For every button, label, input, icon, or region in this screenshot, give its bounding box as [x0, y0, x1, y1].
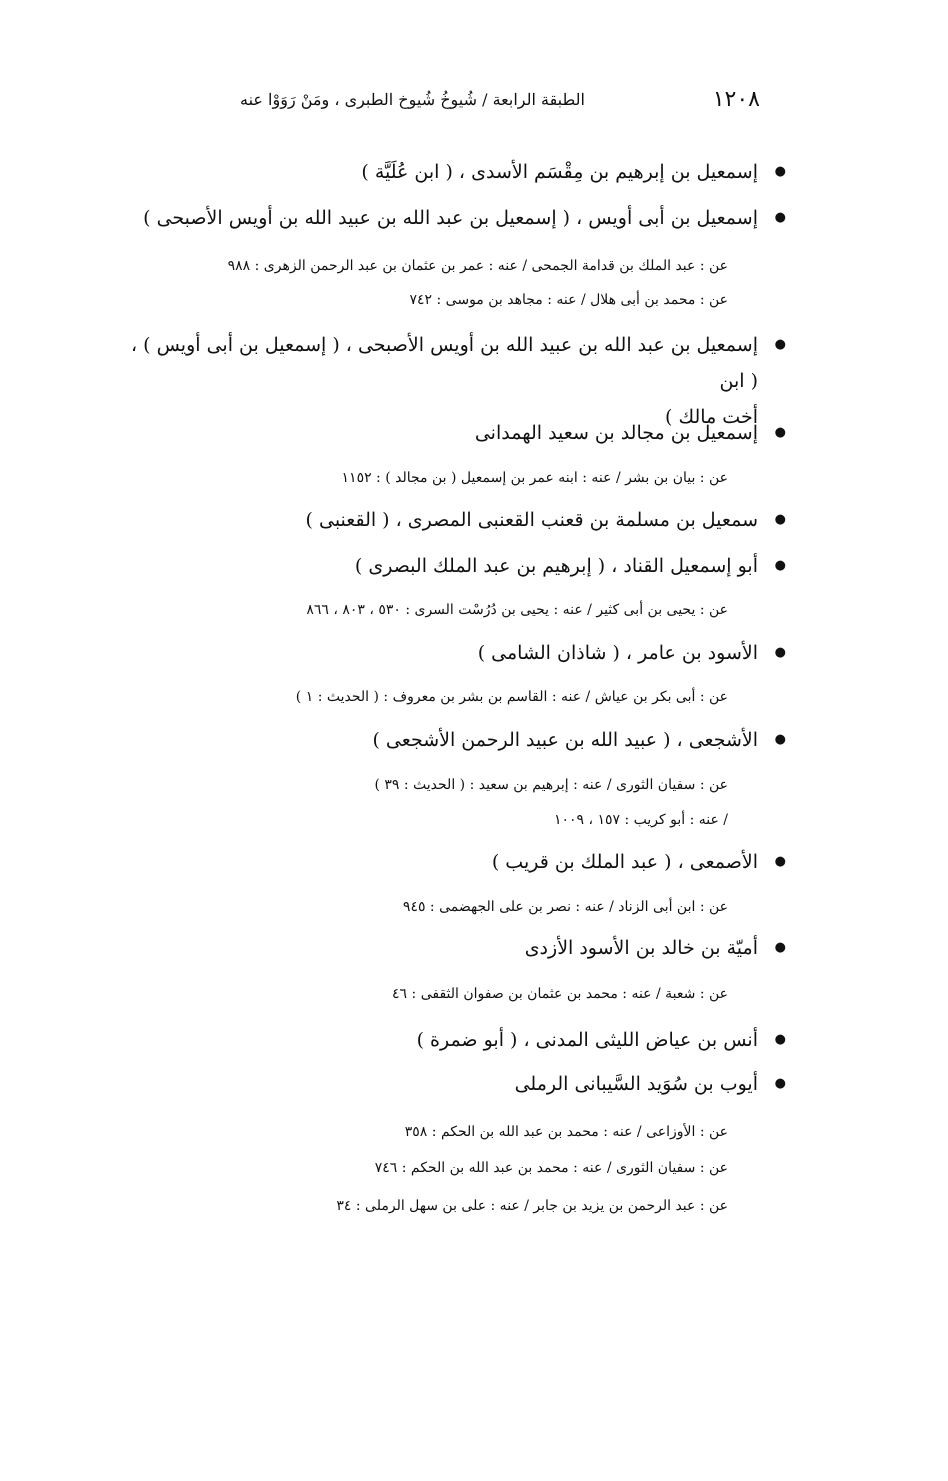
bullet-icon: ●: [774, 732, 786, 747]
entry-name: أميّة بن خالد بن الأسود الأزدى: [524, 937, 758, 959]
reference-line: / عنه : أبو كريب : ١٥٧ ، ١٠٠٩: [553, 812, 728, 828]
entry-ashjai: [118, 722, 786, 758]
reference-line: عن : محمد بن أبى هلال / عنه : مجاهد بن موسى : ٧٤٢: [409, 292, 728, 308]
page-header: [240, 82, 760, 116]
reference-line: عن : عبد الملك بن قدامة الجمحى / عنه : عمر بن عثمان بن عبد الرحمن الزهرى : ٩٨٨: [227, 258, 728, 274]
entry-anas-ibn-iyad: [118, 1022, 786, 1058]
bullet-icon: ●: [774, 1032, 786, 1047]
entry-ibn-ulayya: [118, 154, 786, 190]
reference-line: عن : يحيى بن أبى كثير / عنه : يحيى بن دُرُسْت السرى : ٥٣٠ ، ٨٠٣ ، ٨٦٦: [306, 602, 728, 618]
reference-line: عن : سفيان الثورى / عنه : إبرهيم بن سعيد : ( الحديث : ٣٩ ): [374, 777, 728, 793]
entry-name: الأسود بن عامر ، ( شاذان الشامى ): [477, 642, 758, 664]
reference-line: عن : أبى بكر بن عياش / عنه : القاسم بن بشر بن معروف : ( الحديث : ١ ): [295, 689, 728, 705]
entry-abu-ismail-qannad: [118, 548, 786, 584]
reference-line: عن : عبد الرحمن بن يزيد بن جابر / عنه : على بن سهل الرملى : ٣٤: [336, 1198, 728, 1214]
entry-name: أيوب بن سُوَيد السَّيبانى الرملى: [514, 1073, 758, 1095]
entry-name-line-1: إسمعيل بن عبد الله بن عبيد الله بن أويس الأصبحى ، ( إسمعيل بن أبى أويس ) ، ( ابن: [130, 334, 758, 392]
bullet-icon: ●: [774, 854, 786, 869]
reference-line: عن : بيان بن بشر / عنه : ابنه عمر بن إسمعيل ( بن مجالد ) : ١١٥٢: [341, 470, 728, 486]
bullet-icon: ●: [774, 940, 786, 955]
running-title: الطبقة الرابعة / شُيوخُ شُيوخ الطبرى ، ومَنْ رَوَوْا عنه: [240, 89, 585, 109]
reference-line: عن : الأوزاعى / عنه : محمد بن عبد الله بن الحكم : ٣٥٨: [404, 1124, 728, 1140]
entry-name: الأصمعى ، ( عبد الملك بن قريب ): [491, 851, 758, 873]
bullet-icon: ●: [774, 558, 786, 573]
bullet-icon: ●: [774, 164, 786, 179]
reference-line: عن : شعبة / عنه : محمد بن عثمان بن صفوان الثقفى : ٤٦: [392, 986, 728, 1002]
bullet-icon: ●: [774, 425, 786, 440]
reference-line: عن : ابن أبى الزناد / عنه : نصر بن على الجهضمى : ٩٤٥: [402, 899, 728, 915]
entry-ayyub-ibn-suwayd: [118, 1066, 786, 1102]
reference-line: عن : سفيان الثورى / عنه : محمد بن عبد الله بن الحكم : ٧٤٦: [374, 1160, 728, 1176]
entry-name: إسمعيل بن مجالد بن سعيد الهمدانى: [474, 422, 758, 444]
entry-name-line-2: أخت مالك ): [665, 406, 758, 428]
entry-aswad-ibn-amir: [118, 635, 786, 671]
entry-name: الأشجعى ، ( عبيد الله بن عبيد الرحمن الأشجعى ): [372, 729, 758, 751]
entry-umayya: [118, 930, 786, 966]
entry-ibn-abi-uways: [118, 200, 786, 236]
entry-name: سمعيل بن مسلمة بن قعنب القعنبى المصرى ، ( القعنبى ): [305, 509, 758, 531]
bullet-icon: ●: [774, 337, 786, 352]
bullet-icon: ●: [774, 210, 786, 225]
entry-ismail-ibn-mujalid: [118, 415, 786, 451]
bullet-icon: ●: [774, 1076, 786, 1091]
bullet-icon: ●: [774, 512, 786, 527]
page-number: ١٢٠٨: [712, 86, 760, 112]
entry-name: إسمعيل بن إبرهيم بن مِقْسَم الأسدى ، ( ابن عُلَيَّة ): [361, 161, 758, 183]
bullet-icon: ●: [774, 645, 786, 660]
entry-name: أنس بن عياض الليثى المدنى ، ( أبو ضمرة ): [416, 1029, 758, 1051]
entry-name: إسمعيل بن أبى أويس ، ( إسمعيل بن عبد الله بن عبيد الله بن أويس الأصبحى ): [143, 207, 758, 229]
entry-name: أبو إسمعيل القناد ، ( إبرهيم بن عبد الملك البصرى ): [354, 555, 758, 577]
entry-qanabi: [118, 502, 786, 538]
entry-asmai: [118, 844, 786, 880]
